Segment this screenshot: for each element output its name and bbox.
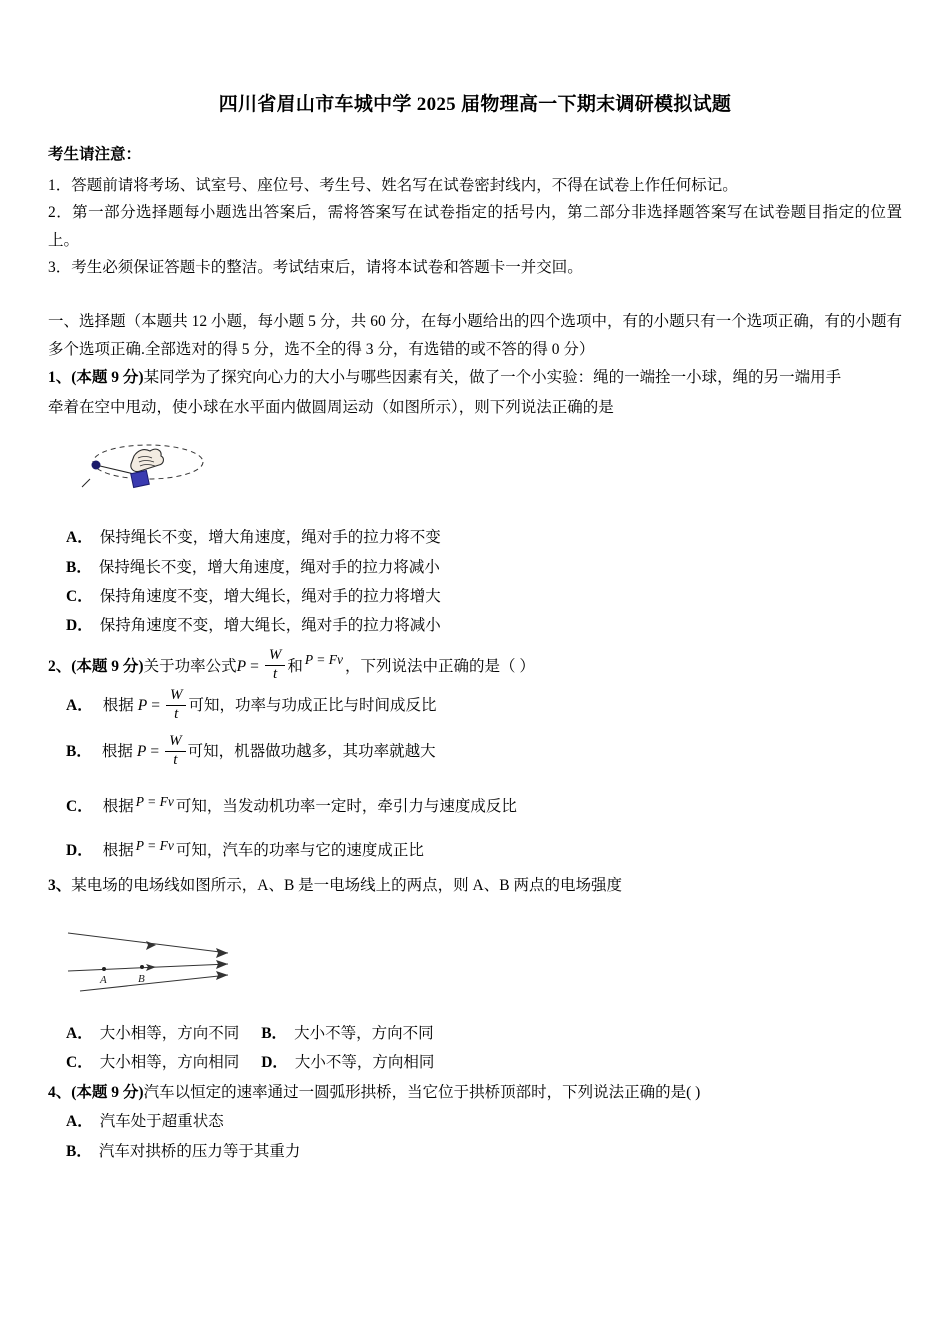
option-label: C． [66,797,93,815]
fraction-denominator: t [166,705,187,723]
option-text: 可知，当发动机功率一定时，牵引力与速度成反比 [175,797,517,815]
option-label: B． [66,558,92,576]
option-text: 大小不等，方向不同 [294,1024,434,1042]
work-over-time-fraction [265,648,286,683]
question-4-option-b [48,1137,902,1166]
notice-item-3: 3．考生必须保证答题卡的整洁。考试结束后，请将本试卷和答题卡一并交回。 [48,259,583,277]
electric-field-lines-figure [48,909,902,1009]
option-label: A． [66,1024,93,1042]
option-text: 大小不等，方向相同 [294,1054,435,1072]
question-2-stem [48,646,902,684]
question-3-stem [48,871,902,900]
option-text: 保持角速度不变，增大绳长，绳对手的拉力将减小 [99,617,441,635]
option-prefix: 根据 [101,742,133,760]
option-label: D． [261,1054,288,1072]
option-text: 汽车处于超重状态 [99,1113,224,1131]
option-label: D． [66,617,93,635]
option-text: 可知，机器做功越多，其功率就越大 [187,742,436,760]
equals-sign: = [151,696,160,714]
power-symbol: P [236,657,247,675]
p-equals-fv-formula: P = Fv [304,651,343,667]
question-2-option-a [48,683,902,729]
question-4-text: 汽车以恒定的速率通过一圆弧形拱桥，当它位于拱桥顶部时，下列说法正确的是( ) [143,1083,701,1101]
option-prefix: 根据 [102,797,134,815]
question-4-stem [48,1078,902,1107]
field-point-label-a: A [100,973,107,986]
question-1-text-line2: 牵着在空中甩动，使小球在水平面内做圆周运动（如图所示），则下列说法正确的是 [48,398,614,416]
option-label: C． [66,1054,93,1072]
option-text: 保持角速度不变，增大绳长，绳对手的拉力将增大 [99,587,441,605]
option-prefix: 根据 [102,841,134,859]
question-3-text: 某电场的电场线如图所示，A、B 是一电场线上的两点，则 A、B 两点的电场强度 [71,877,622,895]
option-label: C． [66,587,93,605]
question-1-option-a [48,523,902,552]
question-1-number: 1、 [48,369,72,387]
power-symbol: P [136,742,147,760]
question-1-stem [48,363,902,392]
option-text: 可知，汽车的功率与它的速度成正比 [175,841,424,859]
option-label: A． [66,529,93,547]
question-4-tag: (本题 9 分) [71,1083,144,1101]
option-text: 可知，功率与功成正比与时间成反比 [188,696,437,714]
option-text: 保持绳长不变，增大角速度，绳对手的拉力将减小 [98,558,440,576]
power-symbol: P [137,696,148,714]
option-label: A． [66,696,93,714]
question-1-option-b [48,553,902,582]
p-equals-fv-formula: P = Fv [135,837,174,853]
notice-heading: 考生请注意： [48,145,142,163]
option-prefix: 根据 [102,696,134,714]
option-text: 保持绳长不变，增大角速度，绳对手的拉力将不变 [99,529,441,547]
question-2-stem-mid: 和 [287,657,303,675]
question-3-number: 3、 [48,877,72,895]
fraction-numerator: W [169,733,182,750]
question-3-option-row-2 [48,1048,902,1077]
option-label: B． [261,1024,288,1042]
fraction-numerator: W [169,687,183,704]
question-1-option-d [48,611,902,640]
question-2-stem-suffix: ，下列说法中正确的是（ ） [344,657,535,675]
question-1-tag: (本题 9 分) [71,369,144,387]
question-4-option-a [48,1107,902,1136]
fraction-numerator: W [268,646,282,663]
option-label: A． [66,1113,93,1131]
fraction-denominator: t [165,751,186,769]
notice-item-1: 1．答题前请将考场、试室号、座位号、考生号、姓名写在试卷密封线内，不得在试卷上作任何标记。 [48,176,738,194]
rope-ball-circular-motion-figure [48,434,902,509]
question-1-option-c [48,582,902,611]
work-over-time-fraction [165,734,186,769]
option-text: 汽车对拱桥的压力等于其重力 [98,1142,301,1160]
question-2-option-c [48,775,902,819]
question-3-option-row-1 [48,1019,902,1048]
question-2-stem-prefix: 关于功率公式 [143,657,237,675]
option-text: 大小相等，方向相同 [99,1054,240,1072]
option-text: 大小相等，方向不同 [99,1024,240,1042]
question-4-number: 4、 [48,1083,72,1101]
option-label: B． [66,1142,92,1160]
notice-item-2: 2．第一部分选择题每小题选出答案后，需将答案写在试卷指定的括号内，第二部分非选择题答案写在试卷题目指定的位置上。 [48,204,902,249]
work-over-time-fraction [166,688,187,723]
option-label: D． [66,841,93,859]
question-2-option-b [48,729,902,775]
p-equals-fv-formula: P = Fv [135,793,174,809]
question-1-text-line1: 某同学为了探究向心力的大小与哪些因素有关，做了一个小实验：绳的一端拴一小球，绳的另一端用手 [143,369,842,387]
field-point-label-b: B [138,972,145,985]
question-2-tag: (本题 9 分) [71,657,144,675]
page-title: 四川省眉山市车城中学 2025 届物理高一下期末调研模拟试题 [218,94,732,115]
option-label: B． [66,742,92,760]
equals-sign: = [250,657,259,675]
fraction-denominator: t [265,665,286,683]
section-one-heading: 一、选择题（本题共 12 小题，每小题 5 分，共 60 分，在每小题给出的四个选项中，有的小题只有一个选项正确，有的小题有多个选项正确.全部选对的得 5 分，选不全的得 3 分，有选错的或不答的得 0 分） [48,313,902,358]
equals-sign: = [150,742,160,760]
question-2-option-d [48,819,902,863]
question-2-number: 2、 [48,657,72,675]
